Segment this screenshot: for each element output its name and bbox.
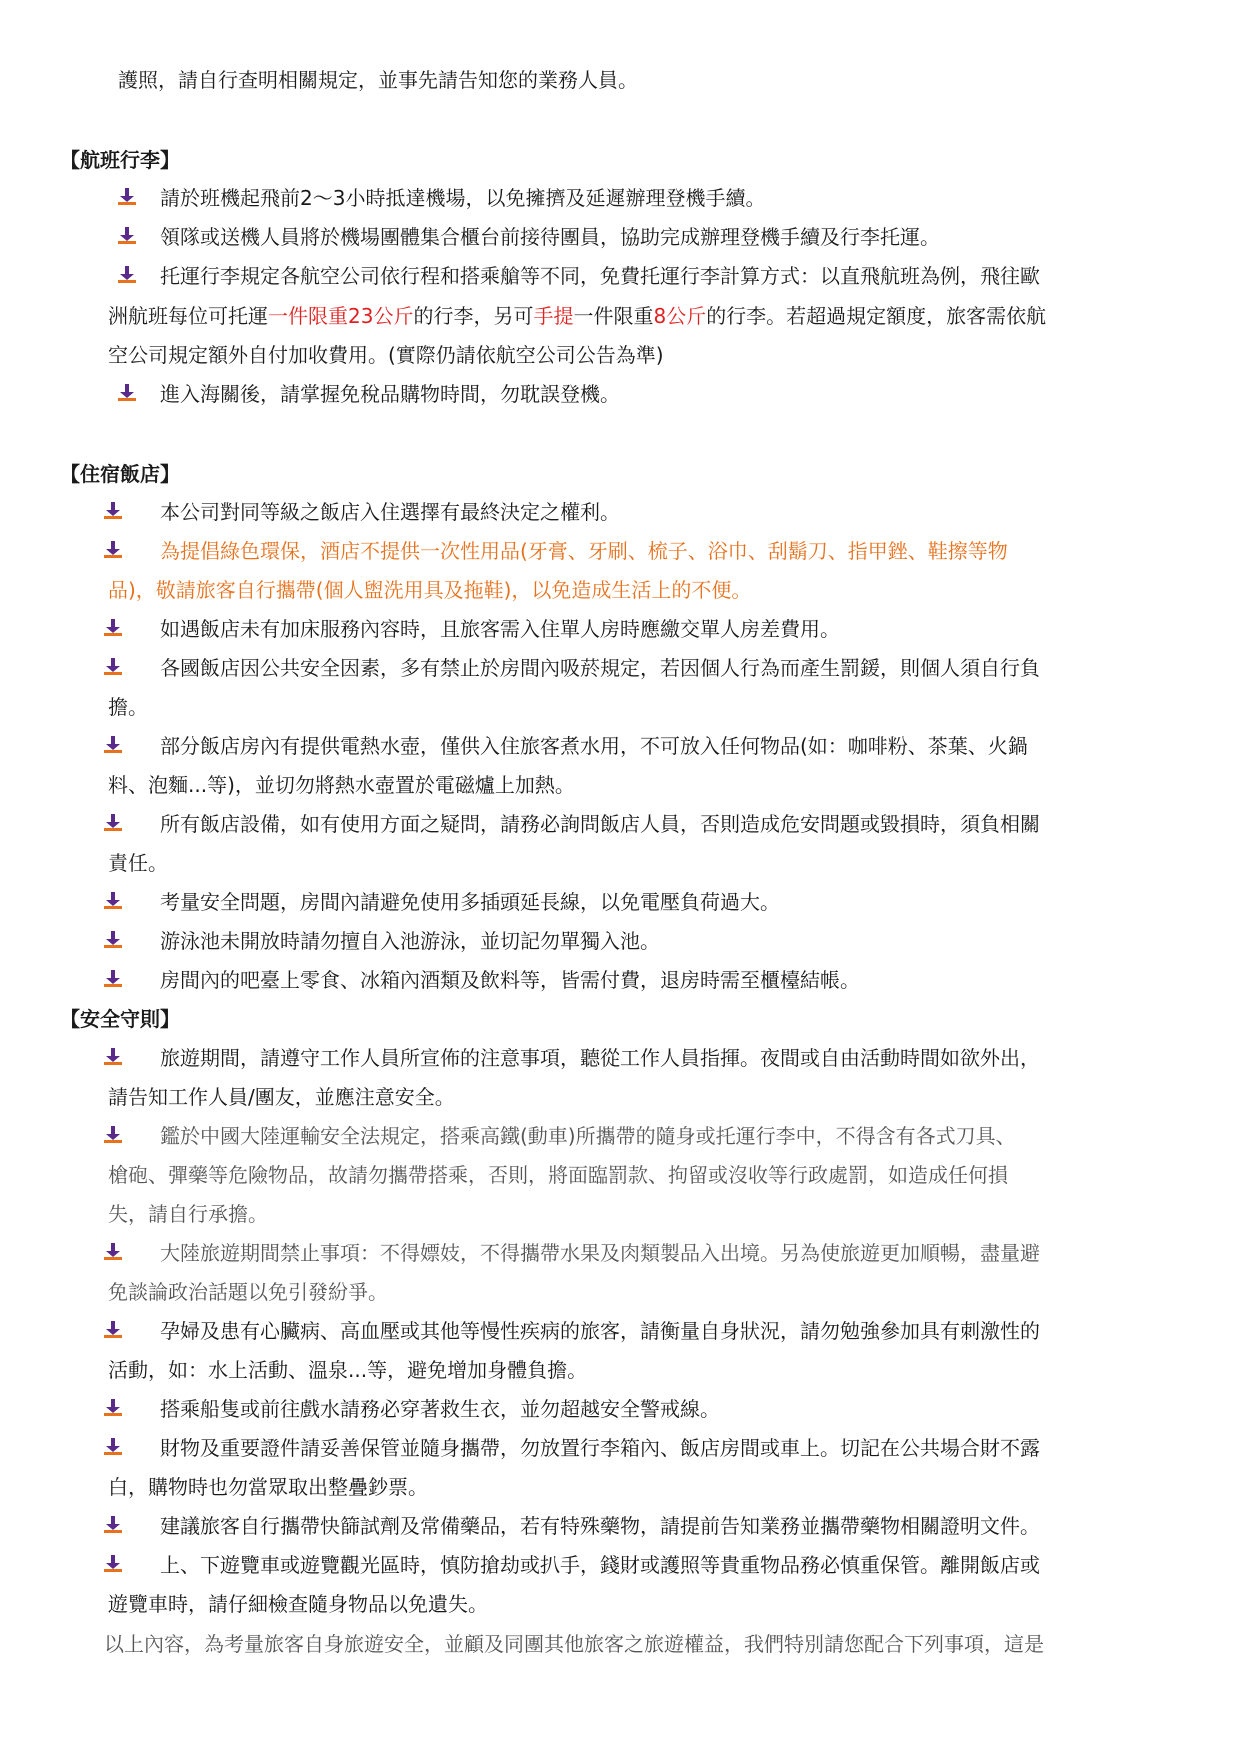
hotel-item-5-line-2: 料、泡麵...等)，並切勿將熱水壺置於電磁爐上加熱。 [108,773,575,797]
safety-item-4-line-1: 孕婦及患有心臟病、高血壓或其他等慢性疾病的旅客，請衡量自身狀況，請勿勉強參加具有刺激性的 [160,1319,1040,1343]
hotel-item-9: 房間內的吧臺上零食、冰箱內酒類及飲料等，皆需付費，退房時需至櫃檯結帳。 [160,968,860,992]
safety-item-7: 建議旅客自行攜帶快篩試劑及常備藥品，若有特殊藥物，請提前告知業務並攜帶藥物相關證明文件。 [160,1514,1040,1538]
arrow-down-icon [104,1399,122,1417]
section-heading-safety: 【安全守則】 [60,1007,180,1031]
safety-item-3-line-1: 大陸旅遊期間禁止事項：不得嫖妓，不得攜帶水果及肉類製品入出境。另為使旅遊更加順暢，盡量避 [160,1241,1040,1265]
safety-item-8-line-2: 遊覽車時，請仔細檢查隨身物品以免遺失。 [108,1592,488,1616]
arrow-down-icon [104,736,122,754]
arrow-down-icon [118,188,136,206]
flight-item-2: 領隊或送機人員將於機場團體集合櫃台前接待團員，協助完成辦理登機手續及行李托運。 [160,225,940,249]
arrow-down-icon [104,541,122,559]
carry-on-highlight: 手提 [533,304,574,328]
safety-item-2-line-1: 鑑於中國大陸運輸安全法規定，搭乘高鐵(動車)所攜帶的隨身或托運行李中，不得含有各式刀具、 [160,1124,1016,1148]
checked-weight-highlight: 一件限重23公斤 [268,304,414,328]
flight-item-3-line-3: 空公司規定額外自付加收費用。(實際仍請依航空公司公告為準) [108,343,664,367]
safety-item-5: 搭乘船隻或前往戲水請務必穿著救生衣，並勿超越安全警戒線。 [160,1397,720,1421]
section-heading-hotel: 【住宿飯店】 [60,462,180,486]
flight-item-4: 進入海關後，請掌握免稅品購物時間，勿耽誤登機。 [160,382,620,406]
text-segment: 的行李，另可 [413,304,534,328]
flight-item-1: 請於班機起飛前2～3小時抵達機場，以免擁擠及延遲辦理登機手續。 [160,186,766,210]
arrow-down-icon [104,1126,122,1144]
arrow-down-icon [104,1516,122,1534]
hotel-item-4-line-2: 擔。 [108,695,148,719]
text-segment: 的行李。若超過規定額度，旅客需依航 [706,304,1047,328]
section-heading-flight: 【航班行李】 [60,148,180,172]
arrow-down-icon [104,1555,122,1573]
arrow-down-icon [104,814,122,832]
arrow-down-icon [118,227,136,245]
safety-item-8-line-1: 上、下遊覽車或遊覽觀光區時，慎防搶劫或扒手，錢財或護照等貴重物品務必慎重保管。離開飯店或 [160,1553,1040,1577]
arrow-down-icon [104,619,122,637]
arrow-down-icon [118,266,136,284]
hotel-item-4-line-1: 各國飯店因公共安全因素，多有禁止於房間內吸菸規定，若因個人行為而產生罰鍰，則個人須自行負 [160,656,1040,680]
hotel-item-6-line-1: 所有飯店設備，如有使用方面之疑問，請務必詢問飯店人員，否則造成危安問題或毀損時，須負相關 [160,812,1040,836]
hotel-item-8: 游泳池未開放時請勿擅自入池游泳，並切記勿單獨入池。 [160,929,660,953]
hotel-item-5-line-1: 部分飯店房內有提供電熱水壺，僅供入住旅客煮水用，不可放入任何物品(如：咖啡粉、茶葉、火鍋 [160,734,1028,758]
arrow-down-icon [104,1243,122,1261]
arrow-down-icon [104,1438,122,1456]
text-segment: 一件限重 [573,304,654,328]
carry-on-weight-highlight: 8公斤 [653,304,707,328]
flight-item-3-line-1: 托運行李規定各航空公司依行程和搭乘艙等不同，免費托運行李計算方式：以直飛航班為例，飛往歐 [160,264,1040,288]
text-segment: 洲航班每位可托運 [108,304,268,328]
safety-item-6-line-2: 白，購物時也勿當眾取出整疊鈔票。 [108,1475,428,1499]
hotel-item-3: 如遇飯店未有加床服務內容時，且旅客需入住單人房時應繳交單人房差費用。 [160,617,840,641]
hotel-item-1: 本公司對同等級之飯店入住選擇有最終決定之權利。 [160,500,620,524]
hotel-item-7: 考量安全問題，房間內請避免使用多插頭延長線，以免電壓負荷過大。 [160,890,780,914]
safety-item-3-line-2: 免談論政治話題以免引發紛爭。 [108,1280,388,1304]
intro-line: 護照，請自行查明相關規定，並事先請告知您的業務人員。 [118,68,638,92]
arrow-down-icon [104,502,122,520]
arrow-down-icon [104,1321,122,1339]
safety-item-2-line-3: 失，請自行承擔。 [108,1202,268,1226]
safety-item-4-line-2: 活動，如：水上活動、溫泉...等，避免增加身體負擔。 [108,1358,588,1382]
hotel-item-2-line-2: 品)，敬請旅客自行攜帶(個人盥洗用具及拖鞋)，以免造成生活上的不便。 [108,578,752,602]
arrow-down-icon [104,1048,122,1066]
arrow-down-icon [104,658,122,676]
closing-line: 以上內容，為考量旅客自身旅遊安全，並顧及同團其他旅客之旅遊權益，我們特別請您配合下列事項，這是 [104,1632,1044,1656]
safety-item-1-line-1: 旅遊期間，請遵守工作人員所宣佈的注意事項，聽從工作人員指揮。夜間或自由活動時間如欲外出， [160,1046,1040,1070]
flight-item-3-line-2 [108,302,1046,332]
arrow-down-icon [104,892,122,910]
safety-item-6-line-1: 財物及重要證件請妥善保管並隨身攜帶，勿放置行李箱內、飯店房間或車上。切記在公共場合財不露 [160,1436,1040,1460]
arrow-down-icon [104,931,122,949]
arrow-down-icon [118,384,136,402]
arrow-down-icon [104,970,122,988]
hotel-item-6-line-2: 責任。 [108,851,168,875]
safety-item-1-line-2: 請告知工作人員/團友，並應注意安全。 [108,1085,455,1109]
safety-item-2-line-2: 槍砲、彈藥等危險物品，故請勿攜帶搭乘，否則，將面臨罰款、拘留或沒收等行政處罰，如造成任何損 [108,1163,1008,1187]
hotel-item-2-line-1: 為提倡綠色環保，酒店不提供一次性用品(牙膏、牙刷、梳子、浴巾、刮鬍刀、指甲銼、鞋擦等物 [160,539,1008,563]
